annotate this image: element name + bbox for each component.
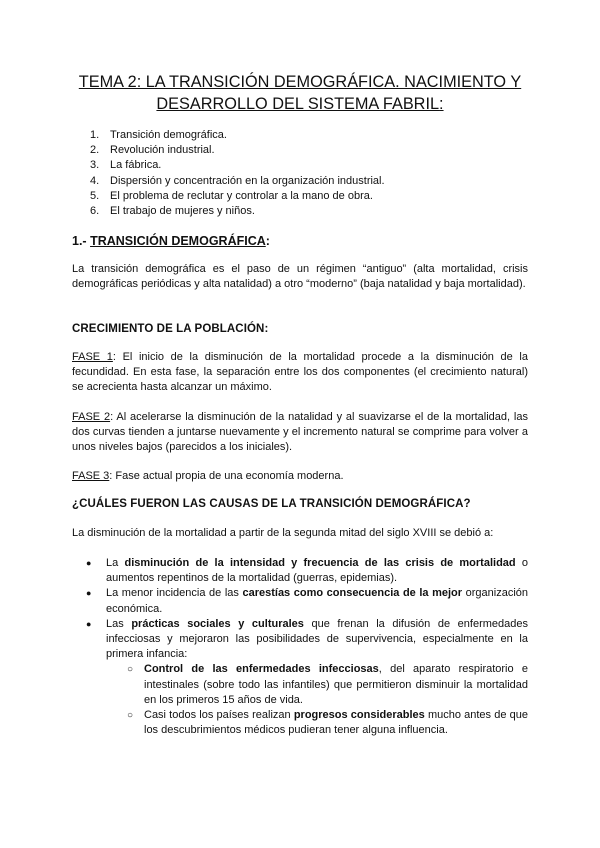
phase-3-label: FASE 3 bbox=[72, 470, 110, 482]
causes-heading: ¿CUÁLES FUERON LAS CAUSAS DE LA TRANSICIÓN DEMOGRÁFICA? bbox=[72, 498, 471, 510]
topic-index-list bbox=[90, 128, 385, 219]
bullet-icon: ● bbox=[86, 618, 92, 629]
phase-1-label: FASE 1 bbox=[72, 351, 113, 363]
title-line-2: DESARROLLO DEL SISTEMA FABRIL bbox=[156, 95, 440, 113]
phase-2-paragraph: FASE 2: Al acelerarse la disminución de la natalidad y al suavizarse el de la mortalidad, las dos curvas tienden a juntarse nuevamente y el incremento natural se comprime para volver a unos niveles bajos (parecidos a los iniciales). bbox=[72, 411, 528, 454]
list-item: 1. Transición demográfica. bbox=[90, 129, 227, 141]
list-item: 5. El problema de reclutar y controlar a la mano de obra. bbox=[90, 189, 373, 202]
sub-bullet-icon: ○ bbox=[127, 710, 134, 722]
causes-bullet-list bbox=[72, 556, 528, 738]
list-item: 2. Revolución industrial. bbox=[90, 144, 215, 157]
intro-paragraph: La transición demográfica es el paso de un régimen “antiguo” (alta mortalidad, crisis demográficas periódicas y alta natalidad) a otro “moderno” (baja natalidad y baja mortalidad). bbox=[72, 263, 528, 291]
list-item: ○ Casi todos los países realizan progresos considerables mucho antes de que los descubrimientos médicos pudieran tener alguna influencia. bbox=[127, 709, 528, 737]
document-title bbox=[60, 71, 540, 115]
list-item: 3. La fábrica. bbox=[90, 159, 162, 172]
growth-heading: CRECIMIENTO DE LA POBLACIÓN: bbox=[72, 323, 269, 335]
phase-1-paragraph: FASE 1: El inicio de la disminución de la mortalidad procede a la disminución de la fecundidad. En esta fase, la separación entre los dos componentes (el crecimiento natural) se acrecienta hasta alcanzar un máximo. bbox=[72, 351, 528, 394]
phase-3-paragraph: FASE 3: Fase actual propia de una economía moderna. bbox=[72, 470, 344, 482]
list-item: 6. El trabajo de mujeres y niños. bbox=[90, 205, 255, 218]
list-item: ○ Control de las enfermedades infecciosas, del aparato respiratorio e intestinales (sobre todo las infantiles) que permitieron disminuir la mortalidad en los primeros 15 años de vida. bbox=[127, 663, 528, 706]
causes-intro: La disminución de la mortalidad a partir de la segunda mitad del siglo XVIII se debió a: bbox=[72, 527, 494, 539]
phase-2-label: FASE 2 bbox=[72, 411, 111, 423]
list-item: ● La menor incidencia de las carestías como consecuencia de la mejor organización económica. bbox=[86, 587, 529, 615]
title-line-1: TEMA 2: LA TRANSICIÓN DEMOGRÁFICA. NACIMIENTO Y bbox=[78, 73, 522, 91]
list-item: ● La disminución de la intensidad y frecuencia de las crisis de mortalidad o aumentos repentinos de la mortalidad (guerras, epidemias). bbox=[86, 557, 528, 585]
sub-bullet-icon: ○ bbox=[127, 664, 134, 676]
title-colon: : bbox=[439, 95, 444, 113]
list-item: 4. Dispersión y concentración en la organización industrial. bbox=[90, 174, 385, 187]
bullet-icon: ● bbox=[86, 588, 92, 599]
list-item: ● Las prácticas sociales y culturales que frenan la difusión de enfermedades infecciosas y mejoraron las posibilidades de supervivencia, especialmente en la primera infancia: bbox=[86, 617, 528, 661]
section-1-heading: 1.- TRANSICIÓN DEMOGRÁFICA: bbox=[72, 234, 270, 248]
bullet-icon: ● bbox=[86, 558, 92, 568]
